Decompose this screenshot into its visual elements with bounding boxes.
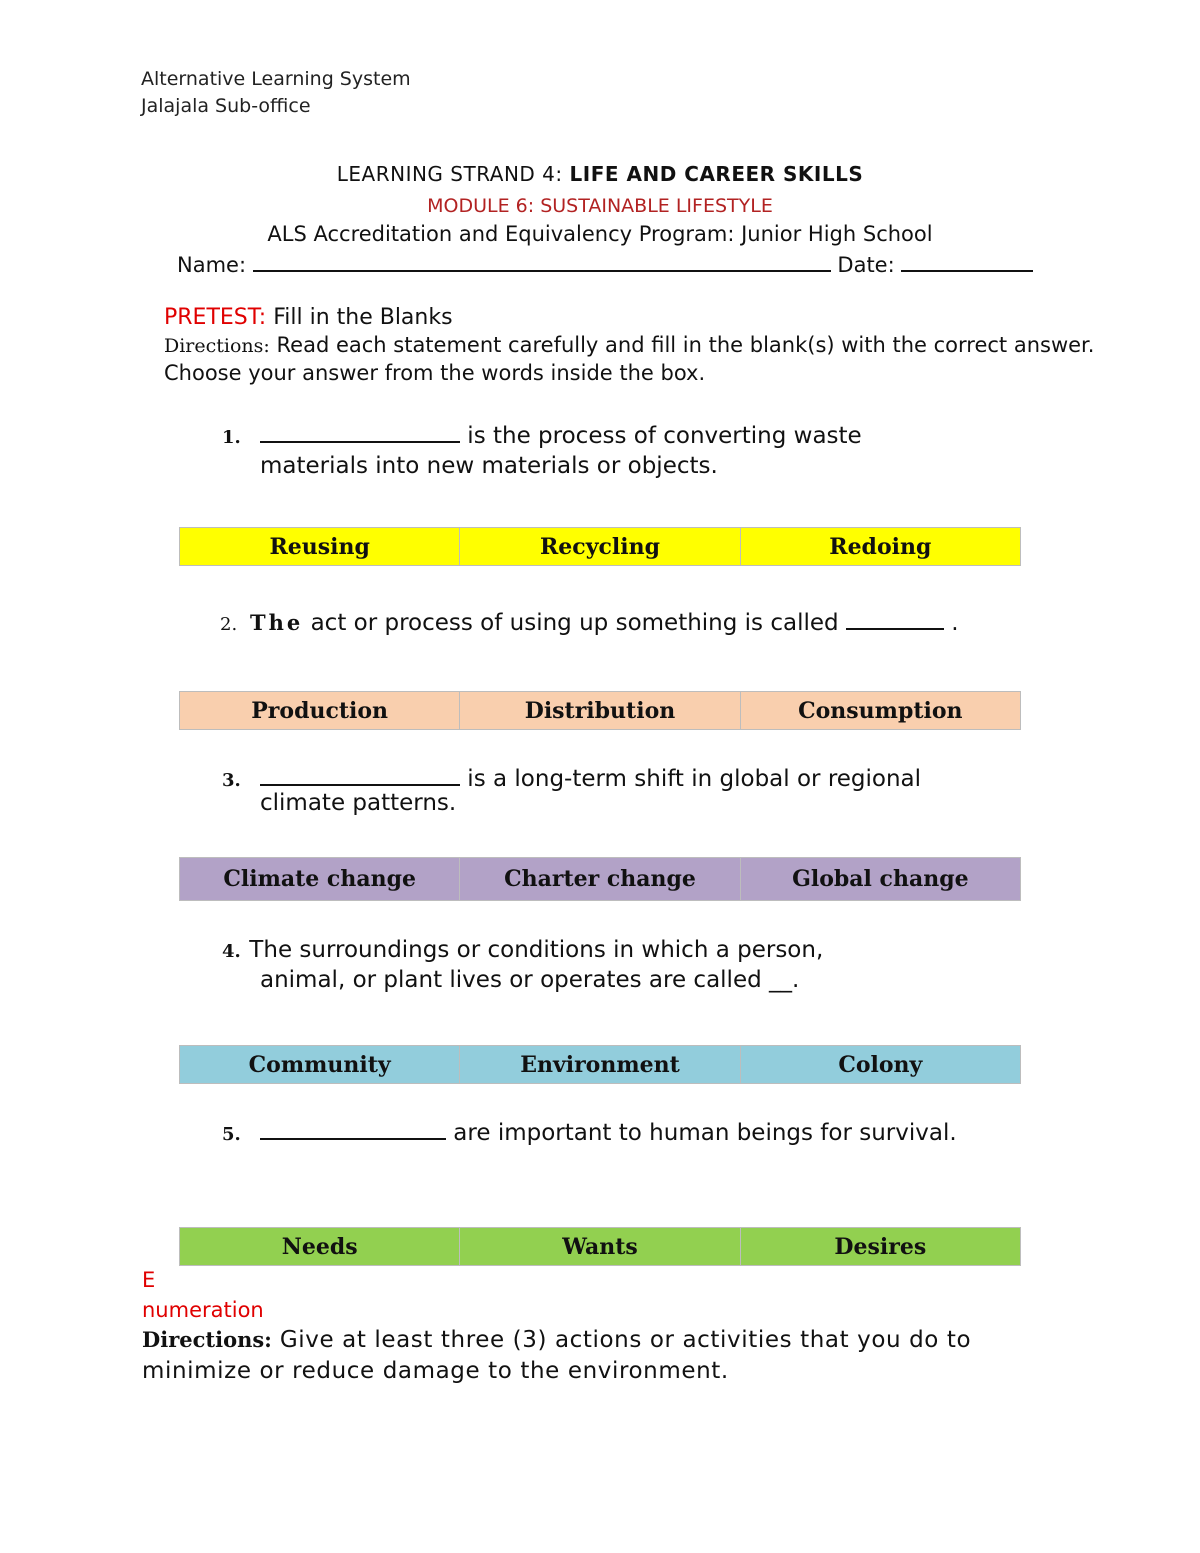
choice-option: Community bbox=[180, 1046, 460, 1084]
choice-option: Climate change bbox=[180, 858, 460, 901]
choice-option: Desires bbox=[740, 1228, 1020, 1266]
org-name: Alternative Learning System bbox=[141, 68, 411, 90]
choice-option: Reusing bbox=[180, 528, 460, 566]
question-text: is a long-term shift in global or regional bbox=[460, 766, 922, 792]
choices-table-1 bbox=[179, 527, 1021, 566]
choices-table-4 bbox=[179, 1045, 1021, 1084]
choice-option: Charter change bbox=[460, 858, 740, 901]
office-name: Jalajala Sub-office bbox=[141, 95, 311, 117]
directions-text: Read each statement carefully and fill in the blank(s) with the correct answer. bbox=[269, 333, 1095, 357]
question-3-line2: climate patterns. bbox=[260, 790, 457, 816]
program-title: ALS Accreditation and Equivalency Program: Junior High School bbox=[267, 222, 933, 246]
question-number: 3. bbox=[222, 770, 241, 791]
name-date-row bbox=[177, 252, 1033, 277]
question-3 bbox=[222, 766, 921, 792]
question-end: . bbox=[943, 610, 959, 636]
choice-option: Colony bbox=[740, 1046, 1020, 1084]
question-5 bbox=[222, 1120, 957, 1146]
pretest-directions bbox=[164, 333, 1094, 357]
choice-option: Global change bbox=[740, 858, 1020, 901]
module-title: MODULE 6: SUSTAINABLE LIFESTYLE bbox=[427, 195, 773, 217]
question-number: 5. bbox=[222, 1124, 241, 1145]
question-1 bbox=[222, 423, 862, 449]
question-text: is the process of converting waste bbox=[460, 423, 862, 449]
choice-option: Production bbox=[180, 692, 460, 730]
enumeration-heading-1: E bbox=[142, 1268, 156, 1292]
strand-prefix: LEARNING STRAND 4: bbox=[336, 162, 570, 186]
choices-table-5 bbox=[179, 1227, 1021, 1266]
pretest-heading bbox=[164, 305, 453, 330]
enumeration-directions-text: Give at least three (3) actions or activities that you do to bbox=[271, 1327, 972, 1353]
directions-line2: Choose your answer from the words inside the box. bbox=[164, 361, 706, 385]
answer-blank[interactable] bbox=[260, 766, 460, 786]
enumeration-directions-label: Directions: bbox=[142, 1327, 272, 1352]
choice-option: Environment bbox=[460, 1046, 740, 1084]
date-label: Date: bbox=[837, 253, 895, 277]
question-4 bbox=[222, 937, 823, 963]
strand-name: LIFE AND CAREER SKILLS bbox=[569, 162, 864, 186]
choice-option: Recycling bbox=[460, 528, 740, 566]
answer-blank[interactable] bbox=[260, 1120, 446, 1140]
question-1-line2: materials into new materials or objects. bbox=[260, 453, 718, 479]
choices-table-2 bbox=[179, 691, 1021, 730]
pretest-title: Fill in the Blanks bbox=[266, 305, 453, 330]
answer-blank[interactable] bbox=[846, 610, 944, 630]
choices-table-3 bbox=[179, 857, 1021, 901]
name-field[interactable] bbox=[253, 252, 831, 272]
choice-option: Consumption bbox=[740, 692, 1020, 730]
question-number: 4. bbox=[222, 941, 241, 962]
enumeration-directions bbox=[142, 1327, 971, 1353]
question-4-line2: animal, or plant lives or operates are called __. bbox=[260, 967, 800, 993]
answer-blank[interactable] bbox=[260, 423, 460, 443]
choice-option: Wants bbox=[460, 1228, 740, 1266]
question-text: are important to human beings for survival. bbox=[446, 1120, 957, 1146]
question-lead: The bbox=[250, 610, 304, 635]
enumeration-directions-line2: minimize or reduce damage to the environment. bbox=[142, 1358, 729, 1384]
strand-title bbox=[0, 162, 1200, 186]
choice-option: Redoing bbox=[740, 528, 1020, 566]
question-number: 2. bbox=[220, 614, 238, 635]
question-text: The surroundings or conditions in which a person, bbox=[242, 937, 824, 963]
enumeration-heading-2: numeration bbox=[142, 1298, 264, 1322]
question-text: act or process of using up something is called bbox=[303, 610, 846, 636]
name-label: Name: bbox=[177, 253, 247, 277]
question-2 bbox=[220, 610, 959, 636]
pretest-label: PRETEST: bbox=[164, 305, 267, 330]
directions-label: Directions: bbox=[164, 335, 270, 357]
choice-option: Distribution bbox=[460, 692, 740, 730]
date-field[interactable] bbox=[901, 252, 1033, 272]
question-number: 1. bbox=[222, 427, 241, 448]
choice-option: Needs bbox=[180, 1228, 460, 1266]
